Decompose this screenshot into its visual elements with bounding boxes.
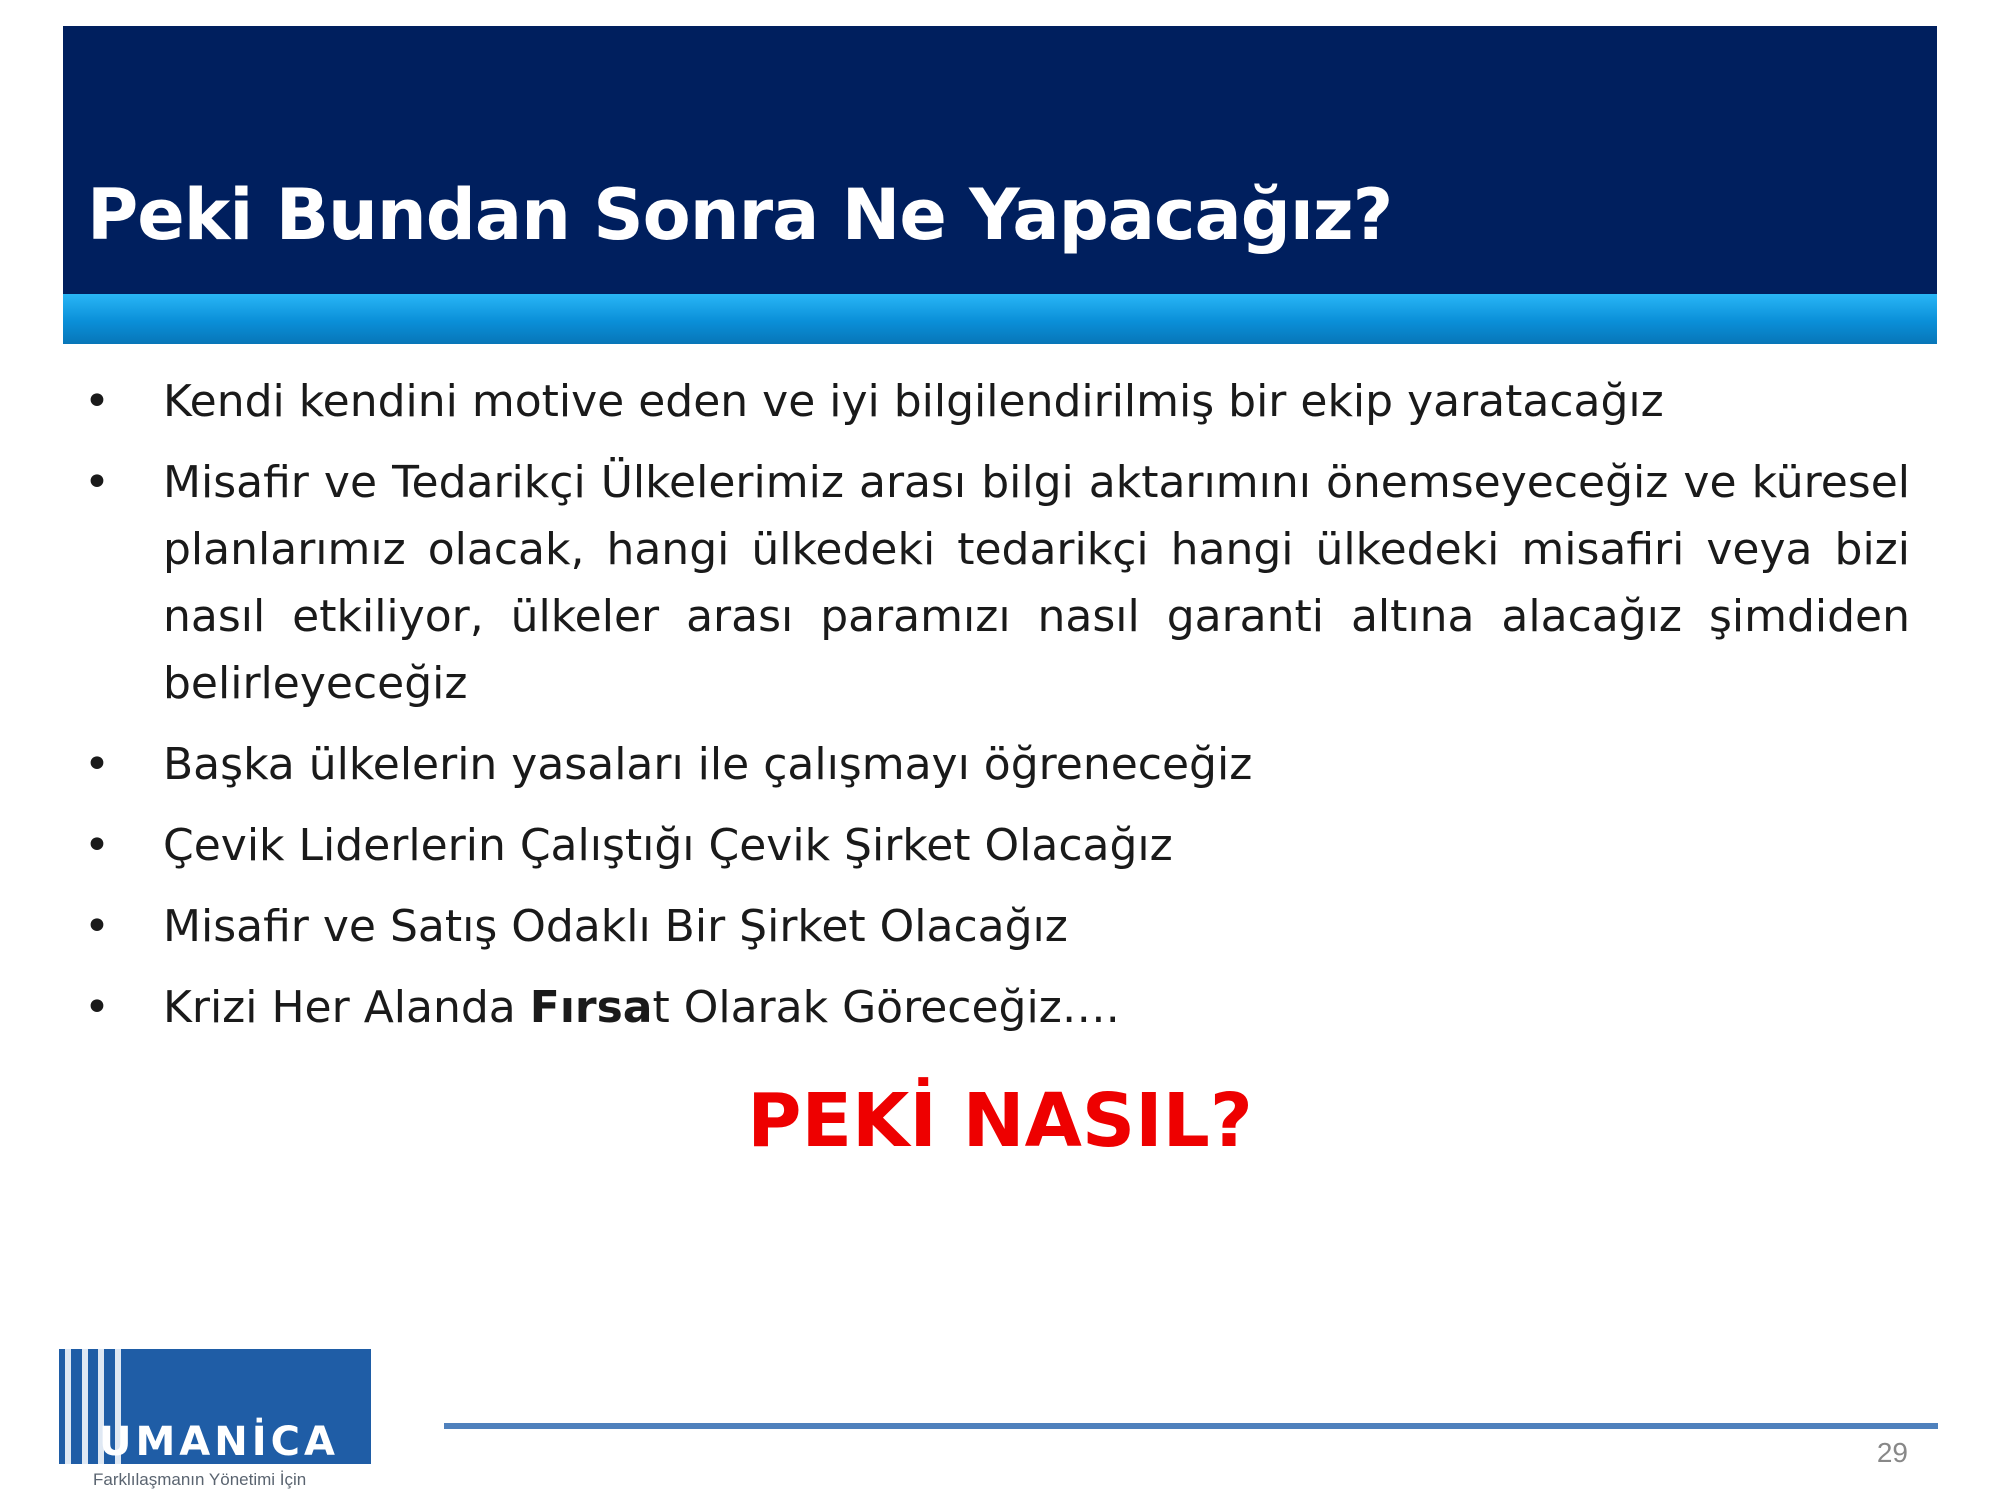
title-accent-band	[63, 294, 1937, 344]
title-bar	[63, 26, 1937, 294]
bullet-item	[80, 449, 1910, 717]
logo-tagline: Farklılaşmanın Yönetimi İçin	[93, 1470, 307, 1489]
bullet-list	[80, 368, 1910, 1055]
bullet-marker: •	[84, 739, 110, 790]
slide-title: Peki Bundan Sonra Ne Yapacağız?	[87, 174, 1393, 256]
bullet-text-bold: Fırsa	[529, 982, 653, 1033]
bullet-item	[80, 893, 1910, 960]
bullet-marker: •	[84, 376, 110, 427]
bullet-marker: •	[84, 901, 110, 952]
bullet-item	[80, 368, 1910, 435]
bullet-marker: •	[84, 820, 110, 871]
bullet-text: Misafir ve Tedarikçi Ülkelerimiz arası bilgi aktarımını önemseyeceğiz ve küresel planlarımız olacak, hangi ülkedeki tedarikçi hangi ülkedeki misafiri veya bizi nasıl etkiliyor, ülkeler arası paramızı nasıl garanti altına alacağız şimdiden belirleyeceğiz	[163, 457, 1910, 709]
logo-wordmark: UMANİCA	[99, 1419, 339, 1465]
bullet-item	[80, 974, 1910, 1041]
bullet-marker: •	[84, 457, 110, 508]
footer-divider	[444, 1423, 1938, 1429]
bullet-text: Kendi kendini motive eden ve iyi bilgilendirilmiş bir ekip yaratacağız	[163, 376, 1664, 427]
bullet-text-end: t Olarak Göreceğiz….	[652, 982, 1120, 1033]
call-to-action-heading: PEKİ NASIL?	[747, 1078, 1253, 1164]
bullet-item	[80, 812, 1910, 879]
bullet-text-start: Krizi Her Alanda	[163, 982, 530, 1033]
bullet-text: Başka ülkelerin yasaları ile çalışmayı öğreneceğiz	[163, 739, 1253, 790]
bullet-text	[163, 982, 1120, 1033]
company-logo	[59, 1349, 371, 1497]
page-number: 29	[1876, 1437, 1908, 1468]
bullet-text: Çevik Liderlerin Çalıştığı Çevik Şirket Olacağız	[163, 820, 1173, 871]
bullet-marker: •	[84, 982, 110, 1033]
logo-emblem	[59, 1349, 371, 1464]
bullet-item	[80, 731, 1910, 798]
bullet-text: Misafir ve Satış Odaklı Bir Şirket Olacağız	[163, 901, 1068, 952]
